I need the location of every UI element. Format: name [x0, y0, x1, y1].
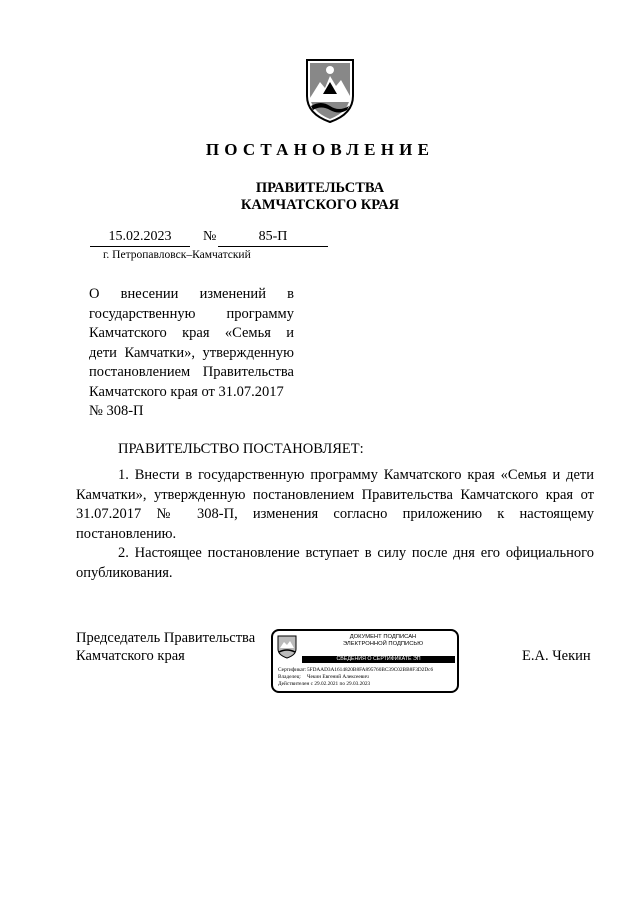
stamp-emblem-icon [276, 635, 298, 659]
body-line: 2. Настоящее постановление вступает в силу после дня его официального [118, 545, 594, 561]
document-type-title: ПОСТАНОВЛЕНИЕ [205, 140, 435, 159]
subject-line: постановлением Правительства [89, 364, 294, 380]
signer-title-line-2: Камчатского края [76, 648, 185, 664]
stamp-owner-value: Чекин Евгений Алексеевич [307, 674, 369, 680]
issuer-line-1: ПРАВИТЕЛЬСТВА [255, 180, 385, 196]
stamp-certificate-value: 5FDAAD3A1614820B8FA895760BC39C02BB8F3D2Dc6 [307, 667, 434, 673]
subject-line: Камчатского края «Семья и [89, 325, 294, 341]
stamp-certificate-bar: СВЕДЕНИЯ О СЕРТИФИКАТЕ ЭП [302, 656, 455, 663]
body-line: опубликования. [76, 564, 173, 581]
number-sign: № [203, 229, 217, 244]
document-subject [89, 285, 294, 422]
issuer-line-2: КАМЧАТСКОГО КРАЯ [240, 197, 400, 213]
body-line: 31.07.2017 № 308-П, изменения согласно приложению к настоящему [76, 506, 594, 522]
stamp-certificate-row [278, 667, 433, 673]
body-line: Камчатки», утвержденную постановлением Правительства Камчатского края от [76, 486, 594, 503]
signer-name: Е.А. Чекин [522, 648, 591, 664]
body-line: 1. Внести в государственную программу Камчатского края «Семья и дети [118, 467, 594, 483]
electronic-signature-stamp [271, 629, 459, 693]
subject-line: дети Камчатки», утвержденную [89, 344, 294, 361]
stamp-owner-row [278, 674, 369, 680]
document-number: 85-П [258, 229, 288, 244]
document-place: г. Петропавловск–Камчатский [103, 249, 251, 261]
document-date: 15.02.2023 [108, 229, 172, 244]
body-line: постановлению. [76, 525, 177, 542]
stamp-validity: Действителен с 29.02.2021 по 29.03.2023 [278, 681, 371, 687]
stamp-heading-line-2: ЭЛЕКТРОННОЙ ПОДПИСЬЮ [342, 641, 424, 647]
signer-title-line-1: Председатель Правительства [76, 630, 256, 646]
stamp-certificate-label: Сертификат: [278, 667, 307, 673]
stamp-owner-label: Владелец: [278, 674, 301, 680]
subject-line: государственную программу [89, 305, 294, 322]
preamble: ПРАВИТЕЛЬСТВО ПОСТАНОВЛЯЕТ: [118, 441, 364, 457]
subject-line: № 308-П [89, 403, 144, 419]
coat-of-arms-icon [303, 58, 357, 124]
document-body [76, 466, 594, 583]
subject-line: О внесении изменений в [89, 286, 294, 302]
subject-line: Камчатского края от 31.07.2017 [89, 383, 284, 400]
date-underline [90, 246, 190, 247]
number-underline [218, 246, 328, 247]
stamp-heading-line-1: ДОКУМЕНТ ПОДПИСАН [349, 634, 417, 640]
